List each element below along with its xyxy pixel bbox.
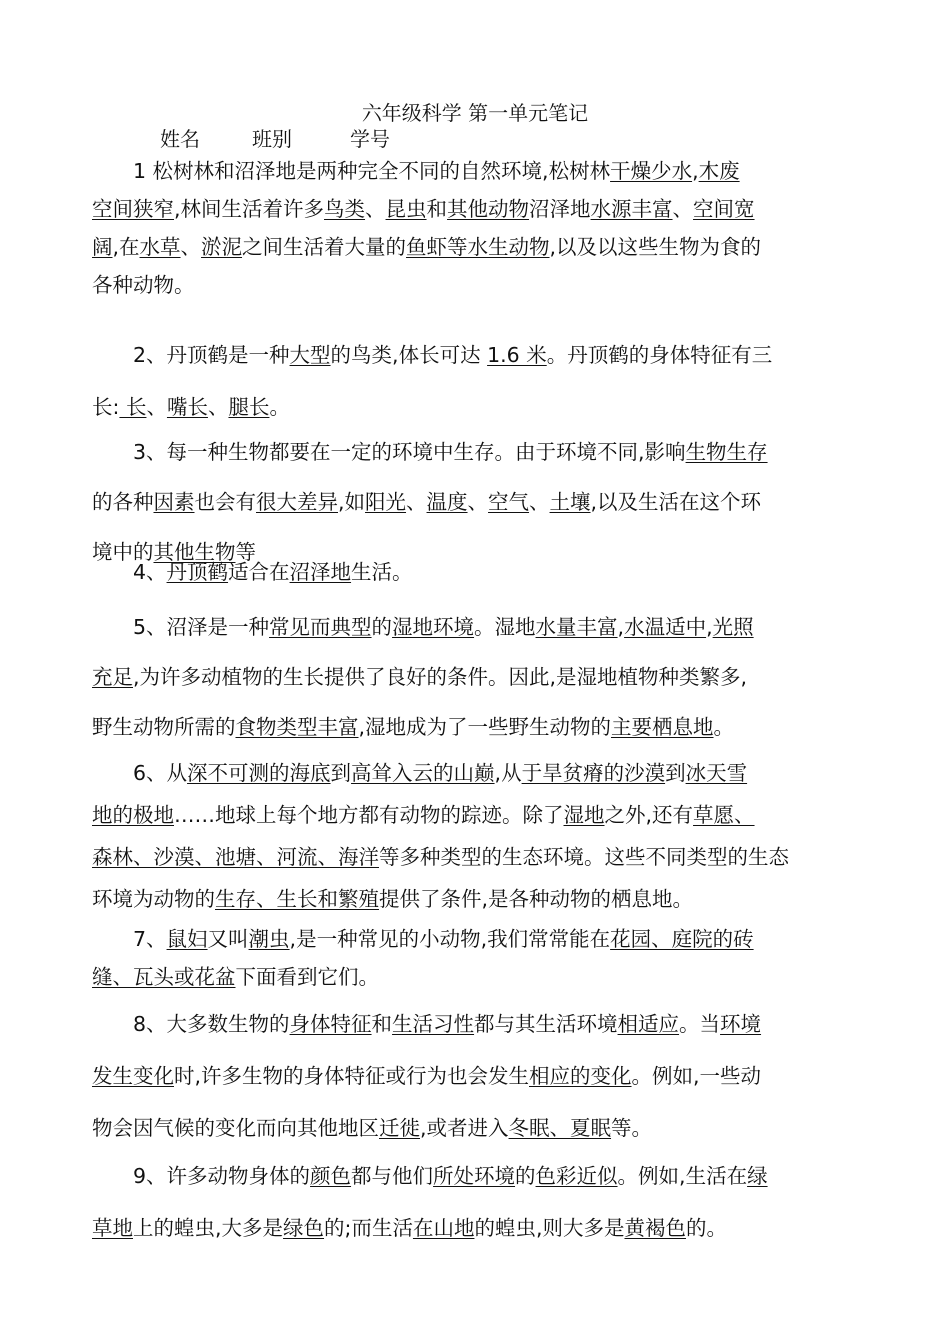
text-segment: ……地球上每个地方都有动物的踪迹。除了 [174,803,564,827]
paragraph-line [92,527,256,564]
underlined-answer: 空间宽 [693,197,755,221]
text-segment: 、 [146,395,167,419]
underlined-answer: 水量丰富 [535,615,618,639]
paragraph-line [92,1050,762,1088]
underlined-answer: 高耸入云的山巅 [351,761,495,785]
text-segment: , [692,159,699,183]
underlined-answer: 地的极地 [92,803,174,827]
underlined-answer: 发生变化 [92,1064,174,1088]
class-label: 班别 [252,127,292,151]
text-segment: 。当 [679,1012,721,1036]
text-segment: ,为许多动植物的生长提供了良好的条件。因此,是湿地植物种类繁多, [133,665,748,689]
underlined-answer: 森林、沙漠、池塘、河流、海洋 [92,845,379,869]
text-segment: 都与其生活环境 [474,1012,618,1036]
underlined-answer: 鸟类 [324,197,366,221]
underlined-answer: 光照 [712,615,754,639]
paragraph-line [92,381,290,419]
underlined-answer: 空气 [488,490,530,514]
underlined-answer: 生活习性 [392,1012,475,1036]
text-segment: 9、许多动物身体的 [92,1164,311,1188]
underlined-answer: 迁徙 [379,1116,420,1140]
underlined-answer: 温度 [426,490,468,514]
student-id-label: 学号 [350,127,390,151]
text-segment: 沼泽地 [529,197,591,221]
text-segment: ,从 [494,761,522,785]
underlined-answer: 在山地 [412,1216,475,1240]
text-segment: 、 [467,490,489,514]
underlined-answer: 主要栖息地 [611,715,714,739]
paragraph-line [92,329,773,367]
note-paragraph-5 [92,602,862,752]
paragraph-line [92,702,735,739]
underlined-answer: 黄褐色 [624,1216,686,1240]
underlined-answer: 花园、庭院的砖 [610,927,754,951]
paragraph-line [92,266,195,297]
underlined-answer: 缝、瓦头或花盆 [92,965,236,989]
underlined-answer: 所处环境 [433,1164,516,1188]
underlined-answer: 水源丰富 [590,197,673,221]
underlined-answer: 昆虫 [385,197,427,221]
text-segment: 和 [371,1012,393,1036]
text-segment: 之外,还有 [604,803,694,827]
text-segment: 和 [426,197,448,221]
text-segment: 长: [92,395,120,419]
text-segment: ,林间生活着许多 [174,197,325,221]
text-segment: 8、大多数生物的 [92,1012,290,1036]
text-segment: 提供了条件,是各种动物的栖息地。 [379,887,694,911]
underlined-answer: 草愿、 [693,803,755,827]
text-segment: 4、 [92,560,167,584]
note-paragraph-6 [92,752,862,920]
underlined-answer: 常见而典型 [269,615,372,639]
underlined-answer: 空间狭窄 [92,197,174,221]
student-info-row [160,126,390,152]
underlined-answer: 鼠妇 [166,927,208,951]
text-segment: ,或者进入 [420,1116,509,1140]
text-segment: 生活。 [351,560,413,584]
text-segment: 各种动物。 [92,273,195,297]
text-segment: ,是一种常见的小动物,我们常常能在 [289,927,611,951]
paragraph-line [92,1150,768,1188]
text-segment: 、 [529,490,550,514]
underlined-answer: 腿长 [228,395,270,419]
underlined-answer: 草地 [92,1216,133,1240]
underlined-answer: 生存、生长和繁殖 [215,887,379,911]
text-segment: ,在 [112,235,140,259]
paragraph-line [92,920,754,951]
underlined-answer: 冰天雪 [685,761,748,785]
underlined-answer: 绿色 [283,1216,325,1240]
text-segment: 到 [665,761,686,785]
underlined-answer: 充足 [92,665,133,689]
text-segment: 。丹顶鹤的身体特征有三 [546,343,773,367]
underlined-answer: 水温适中 [624,615,707,639]
note-paragraph-8 [92,998,862,1154]
text-segment: 、 [207,395,229,419]
underlined-answer: 于旱贫瘠的沙漠 [521,761,666,785]
underlined-answer: 1.6 米 [487,343,547,367]
text-segment: 。湿地 [474,615,536,639]
underlined-answer: 相适应 [617,1012,680,1036]
text-segment: ,如 [338,490,366,514]
text-segment: ,湿地成为了一些野生动物的 [358,715,612,739]
underlined-answer: 鱼虾等水生动物 [406,235,550,259]
text-segment: , [706,615,713,639]
text-segment: 等 [235,540,256,564]
paragraph-line [92,1202,727,1240]
underlined-answer: 沼泽地 [289,560,352,584]
text-segment: 1 松树林和沼泽地是两种完全不同的自然环境,松树林 [92,159,611,183]
note-paragraph-7 [92,920,862,996]
paragraph-line [92,152,740,183]
text-segment: 到 [330,761,352,785]
underlined-answer: 其他生物 [153,540,236,564]
text-segment: ,以及生活在这个环 [590,490,762,514]
text-segment: 等。 [611,1116,653,1140]
underlined-answer: 颜色 [310,1164,352,1188]
text-segment: 、 [672,197,694,221]
text-segment: 环境为动物的 [92,887,215,911]
paragraph-line [92,1102,653,1140]
underlined-answer: 深不可测的海底 [187,761,331,785]
underlined-answer: 淤泥 [201,235,243,259]
text-segment: 7、 [92,927,167,951]
text-segment: 的 [515,1164,536,1188]
paragraph-line [92,998,762,1036]
paragraph-line [92,836,789,869]
text-segment: 的。 [685,1216,727,1240]
text-segment: 的各种 [92,490,154,514]
underlined-answer: 食物类型丰富 [235,715,359,739]
underlined-answer: 绿 [747,1164,768,1188]
underlined-answer: 湿地环境 [392,615,475,639]
text-segment: 也会有 [194,490,256,514]
underlined-answer: 土壤 [549,490,591,514]
paragraph-line [92,228,762,259]
underlined-answer: 嘴长 [166,395,208,419]
paragraph-line [92,427,768,464]
text-segment: 5、沼泽是一种 [92,615,270,639]
underlined-answer: 冬眠、夏眠 [508,1116,612,1140]
paragraph-line [92,958,379,989]
text-segment: 6、从 [92,761,188,785]
text-segment: 的 [371,615,393,639]
name-label: 姓名 [160,127,200,151]
text-segment: 上的蝗虫,大多是 [133,1216,284,1240]
underlined-answer: 长 [119,395,147,419]
note-paragraph-2 [92,329,862,433]
text-segment: 的蝗虫,则大多是 [474,1216,625,1240]
note-paragraph-1 [92,152,862,304]
paragraph-line [92,794,755,827]
underlined-answer: 阳光 [365,490,407,514]
paragraph-line [92,190,755,221]
underlined-answer: 因素 [153,490,195,514]
text-segment: 都与他们 [351,1164,434,1188]
text-segment: 时,许多生物的身体特征或行为也会发生 [174,1064,530,1088]
paragraph-line [92,652,748,689]
underlined-answer: 很大差异 [256,490,338,514]
text-segment: 物会因气候的变化而向其他地区 [92,1116,379,1140]
underlined-answer: 身体特征 [289,1012,372,1036]
underlined-answer: 干燥少水 [610,159,693,183]
text-segment: 等多种类型的生态环境。这些不同类型的生态 [379,845,789,869]
paragraph-line [92,477,762,514]
underlined-answer: 阔 [92,235,113,259]
paragraph-line [92,878,694,911]
paragraph-line [92,602,754,639]
text-segment: 适合在 [228,560,290,584]
text-segment: 又叫 [207,927,249,951]
note-paragraph-4 [92,553,862,591]
underlined-answer: 水草 [139,235,181,259]
underlined-answer: 湿地 [563,803,605,827]
underlined-answer: 其他动物 [447,197,530,221]
underlined-answer: 生物生存 [685,440,768,464]
text-segment: 的鸟类,体长可达 [330,343,488,367]
underlined-answer: 丹顶鹤 [166,560,229,584]
underlined-answer: 木废 [698,159,740,183]
text-segment: 的;而生活 [324,1216,413,1240]
text-segment: 。 [713,715,735,739]
text-segment: 境中的 [92,540,154,564]
text-segment: 之间生活着大量的 [242,235,407,259]
text-segment: 。 [269,395,290,419]
underlined-answer: 潮虫 [248,927,290,951]
page-title: 六年级科学 第一单元笔记 [361,101,589,125]
text-segment: 、 [180,235,202,259]
note-paragraph-9 [92,1150,862,1254]
text-segment: 下面看到它们。 [235,965,379,989]
text-segment: 3、每一种生物都要在一定的环境中生存。由于环境不同,影响 [92,440,686,464]
underlined-answer: 相应的变化 [529,1064,632,1088]
text-segment: 、 [365,197,386,221]
text-segment: 2、丹顶鹤是一种 [92,343,290,367]
text-segment: , [617,615,625,639]
underlined-answer: 环境 [720,1012,762,1036]
paragraph-line [92,752,748,785]
text-segment: 。例如,一些动 [631,1064,762,1088]
underlined-answer: 色彩近似 [535,1164,618,1188]
text-segment: 、 [406,490,427,514]
text-segment: 。例如,生活在 [617,1164,748,1188]
text-segment: ,以及以这些生物为食的 [549,235,762,259]
paragraph-line [92,553,413,584]
underlined-answer: 大型 [289,343,331,367]
text-segment: 野生动物所需的 [92,715,236,739]
